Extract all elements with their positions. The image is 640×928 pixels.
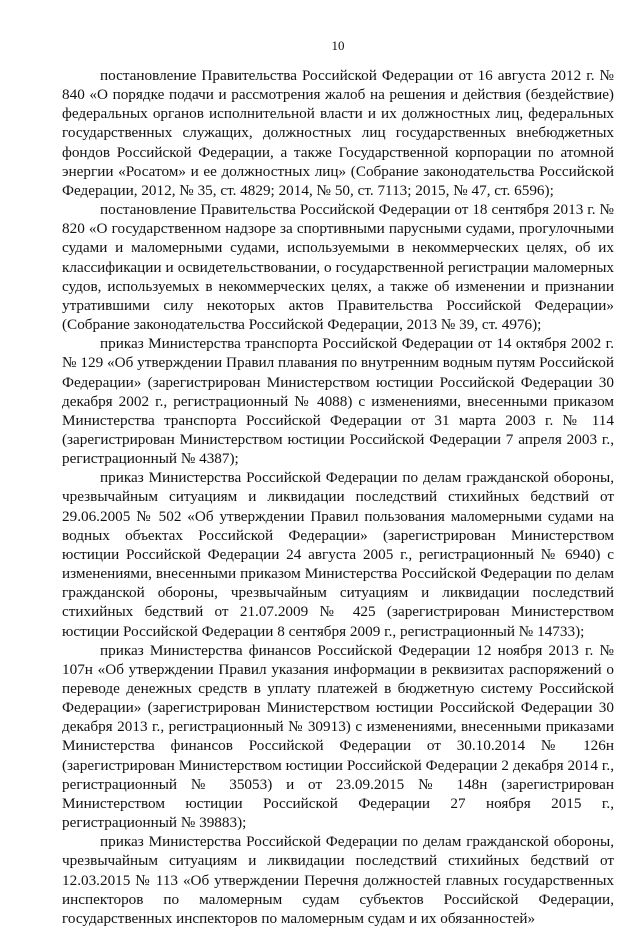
paragraph-decree-840: постановление Правительства Российской Федерации от 16 августа 2012 г. № 840 «О порядке подачи и рассмотрения жалоб на решения и действия (бездействие) федеральных органов исполнительной власти и их должностных лиц, федеральных государственных служащих, должностных лиц государственных внебюджетных фондов Российской Федерации, а также Государственной корпорации по атомной энергии «Росатом» и ее должностных лиц» (Собрание законодательства Российской Федерации, 2012, № 35, ст. 4829; 2014, № 50, ст. 7113; 2015, № 47, ст. 6596); bbox=[62, 67, 614, 199]
document-page bbox=[62, 38, 614, 928]
paragraph-order-502: приказ Министерства Российской Федерации по делам гражданской обороны, чрезвычайным ситуациям и ликвидации последствий стихийных бедствий от 29.06.2005 № 502 «Об утверждении Правил пользования маломерными судами на водных объектах Российской Федерации» (зарегистрирован Министерством юстиции Российской Федерации 24 августа 2005 г., регистрационный № 6940) с изменениями, внесенными приказом Министерства Российской Федерации по делам гражданской обороны, чрезвычайным ситуациям и ликвидации последствий стихийных бедствий от 21.07.2009 № 425 (зарегистрирован Министерством юстиции Российской Федерации 8 сентября 2009 г., регистрационный № 14733); bbox=[62, 469, 614, 640]
paragraph-order-113: приказ Министерства Российской Федерации по делам гражданской обороны, чрезвычайным ситуациям и ликвидации последствий стихийных бедствий от 12.03.2015 № 113 «Об утверждении Перечня должностей главных государственных инспекторов по маломерным судам субъектов Российской Федерации, государственных инспекторов по маломерным судам и их обязанностей» bbox=[62, 833, 614, 927]
paragraph-order-129: приказ Министерства транспорта Российской Федерации от 14 октября 2002 г. № 129 «Об утверждении Правил плавания по внутренним водным путям Российской Федерации» (зарегистрирован Министерством юстиции Российской Федерации 30 декабря 2002 г., регистрационный № 4088) с изменениями, внесенными приказом Министерства транспорта Российской Федерации от 31 марта 2003 г. № 114 (зарегистрирован Министерством юстиции Российской Федерации 7 апреля 2003 г., регистрационный № 4387); bbox=[62, 335, 614, 468]
paragraph-decree-820: постановление Правительства Российской Федерации от 18 сентября 2013 г. № 820 «О государственном надзоре за спортивными парусными судами, прогулочными судами и маломерными судами, используемыми в некоммерческих целях, об их классификации и освидетельствовании, о государственной регистрации маломерных судов, используемых в некоммерческих целях, а также об изменении и признании утратившими силу некоторых актов Правительства Российской Федерации» (Собрание законодательства Российской Федерации, 2013 № 39, ст. 4976); bbox=[62, 201, 614, 334]
paragraph-order-107n: приказ Министерства финансов Российской Федерации 12 ноября 2013 г. № 107н «Об утверждении Правил указания информации в реквизитах распоряжений о переводе денежных средств в уплату платежей в бюджетную систему Российской Федерации» (зарегистрирован Министерством юстиции Российской Федерации 30 декабря 2013 г., регистрационный № 30913) с изменениями, внесенными приказами Министерства финансов Российской Федерации от 30.10.2014 № 126н (зарегистрирован Министерством юстиции Российской Федерации 2 декабря 2014 г., регистрационный № 35053) и от 23.09.2015 № 148н (зарегистрирован Министерством юстиции Российской Федерации 27 ноября 2015 г., регистрационный № 39883); bbox=[62, 641, 614, 832]
page-number: 10 bbox=[331, 38, 345, 53]
